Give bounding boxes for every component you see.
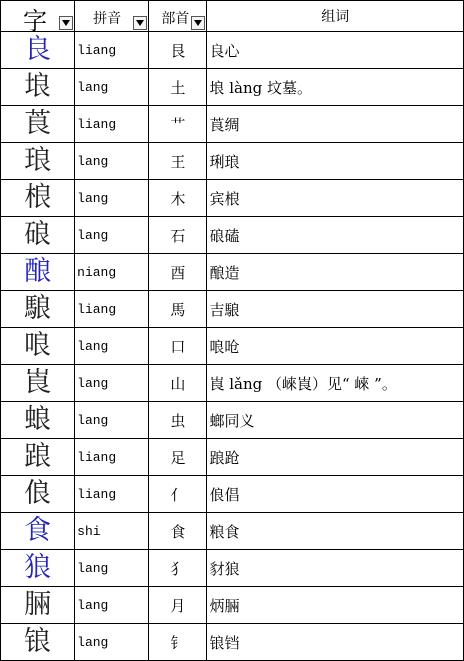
header-pinyin[interactable] [75, 1, 149, 32]
bushou-cell[interactable]: 木 [149, 180, 207, 217]
zuci-cell[interactable]: 酿造 [207, 254, 464, 291]
header-zuci[interactable] [207, 1, 464, 32]
pinyin-cell[interactable]: liang [75, 106, 149, 143]
zuci-cell[interactable]: 炳脼 [207, 587, 464, 624]
header-bushou-label: 部首 [161, 11, 190, 27]
pinyin-cell[interactable]: liang [75, 32, 149, 69]
header-char[interactable] [1, 1, 75, 32]
char-cell[interactable]: 踉 [1, 439, 75, 476]
bushou-cell[interactable]: 艮 [149, 32, 207, 69]
zuci-cell[interactable]: 豺狼 [207, 550, 464, 587]
header-pinyin-label: 拼音 [93, 11, 122, 27]
zuci-cell[interactable]: 硠磕 [207, 217, 464, 254]
char-cell[interactable]: 良 [1, 32, 75, 69]
bushou-cell[interactable]: 月 [149, 587, 207, 624]
pinyin-cell[interactable]: lang [75, 143, 149, 180]
char-cell[interactable]: 锒 [1, 624, 75, 661]
header-row [1, 1, 464, 32]
pinyin-cell[interactable]: lang [75, 624, 149, 661]
bushou-cell[interactable]: 虫 [149, 402, 207, 439]
char-cell[interactable]: 莨 [1, 106, 75, 143]
bushou-cell[interactable]: 口 [149, 328, 207, 365]
table-row [1, 291, 464, 328]
bushou-cell[interactable]: 亻 [149, 476, 207, 513]
table-row [1, 587, 464, 624]
zuci-cell[interactable]: 螂同义 [207, 402, 464, 439]
header-zuci-label: 组词 [321, 9, 350, 25]
table-row [1, 439, 464, 476]
char-cell[interactable]: 食 [1, 513, 75, 550]
bushou-cell[interactable]: 犭 [149, 550, 207, 587]
filter-dropdown-pinyin[interactable] [133, 16, 147, 30]
zuci-cell[interactable]: 吉駺 [207, 291, 464, 328]
pinyin-cell[interactable]: lang [75, 402, 149, 439]
table-row [1, 513, 464, 550]
bushou-cell[interactable]: 土 [149, 69, 207, 106]
pinyin-cell[interactable]: lang [75, 587, 149, 624]
char-cell[interactable]: 狼 [1, 550, 75, 587]
table-row [1, 180, 464, 217]
zuci-cell[interactable]: 琍琅 [207, 143, 464, 180]
table-row [1, 32, 464, 69]
char-cell[interactable]: 蜋 [1, 402, 75, 439]
zuci-cell[interactable]: 良心 [207, 32, 464, 69]
char-cell[interactable]: 哴 [1, 328, 75, 365]
pinyin-cell[interactable]: lang [75, 217, 149, 254]
pinyin-cell[interactable]: lang [75, 365, 149, 402]
zuci-cell[interactable]: 埌 làng 坟墓。 [207, 69, 464, 106]
char-cell[interactable]: 酿 [1, 254, 75, 291]
pinyin-cell[interactable]: liang [75, 439, 149, 476]
chevron-down-icon [194, 20, 202, 26]
bushou-cell[interactable]: 王 [149, 143, 207, 180]
zuci-cell[interactable]: 莨绸 [207, 106, 464, 143]
pinyin-cell[interactable]: lang [75, 180, 149, 217]
table-row [1, 217, 464, 254]
table-row [1, 254, 464, 291]
pinyin-cell[interactable]: liang [75, 476, 149, 513]
bushou-cell[interactable]: 足 [149, 439, 207, 476]
char-cell[interactable]: 埌 [1, 69, 75, 106]
zuci-cell[interactable]: 锒铛 [207, 624, 464, 661]
pinyin-cell[interactable]: lang [75, 69, 149, 106]
zuci-cell[interactable]: 俍倡 [207, 476, 464, 513]
char-cell[interactable]: 崀 [1, 365, 75, 402]
zuci-cell[interactable]: 哴呛 [207, 328, 464, 365]
char-cell[interactable]: 硠 [1, 217, 75, 254]
chevron-down-icon [62, 20, 70, 26]
header-char-label: 字 [23, 7, 47, 32]
bushou-cell[interactable]: 艹 [149, 106, 207, 143]
table-row [1, 550, 464, 587]
zuci-cell[interactable]: 踉跄 [207, 439, 464, 476]
table-row [1, 365, 464, 402]
char-cell[interactable]: 俍 [1, 476, 75, 513]
pinyin-cell[interactable]: shi [75, 513, 149, 550]
table-row [1, 476, 464, 513]
char-cell[interactable]: 駺 [1, 291, 75, 328]
char-cell[interactable]: 脼 [1, 587, 75, 624]
table-row [1, 624, 464, 661]
char-cell[interactable]: 琅 [1, 143, 75, 180]
zuci-cell[interactable]: 宾桹 [207, 180, 464, 217]
chevron-down-icon [136, 20, 144, 26]
filter-dropdown-bushou[interactable] [191, 16, 205, 30]
bushou-cell[interactable]: 酉 [149, 254, 207, 291]
table-row [1, 143, 464, 180]
pinyin-cell[interactable]: liang [75, 291, 149, 328]
pinyin-cell[interactable]: niang [75, 254, 149, 291]
table-row [1, 328, 464, 365]
table-body [1, 32, 464, 661]
bushou-cell[interactable]: 食 [149, 513, 207, 550]
header-bushou[interactable] [149, 1, 207, 32]
bushou-cell[interactable]: 馬 [149, 291, 207, 328]
table-row [1, 69, 464, 106]
table-row [1, 402, 464, 439]
zuci-cell[interactable]: 粮食 [207, 513, 464, 550]
pinyin-cell[interactable]: lang [75, 550, 149, 587]
char-cell[interactable]: 桹 [1, 180, 75, 217]
bushou-cell[interactable]: 钅 [149, 624, 207, 661]
zuci-cell[interactable]: 崀 lǎng （崍崀）见“ 崍 ”。 [207, 365, 464, 402]
bushou-cell[interactable]: 山 [149, 365, 207, 402]
bushou-cell[interactable]: 石 [149, 217, 207, 254]
pinyin-cell[interactable]: lang [75, 328, 149, 365]
table-row [1, 106, 464, 143]
filter-dropdown-char[interactable] [59, 16, 73, 30]
